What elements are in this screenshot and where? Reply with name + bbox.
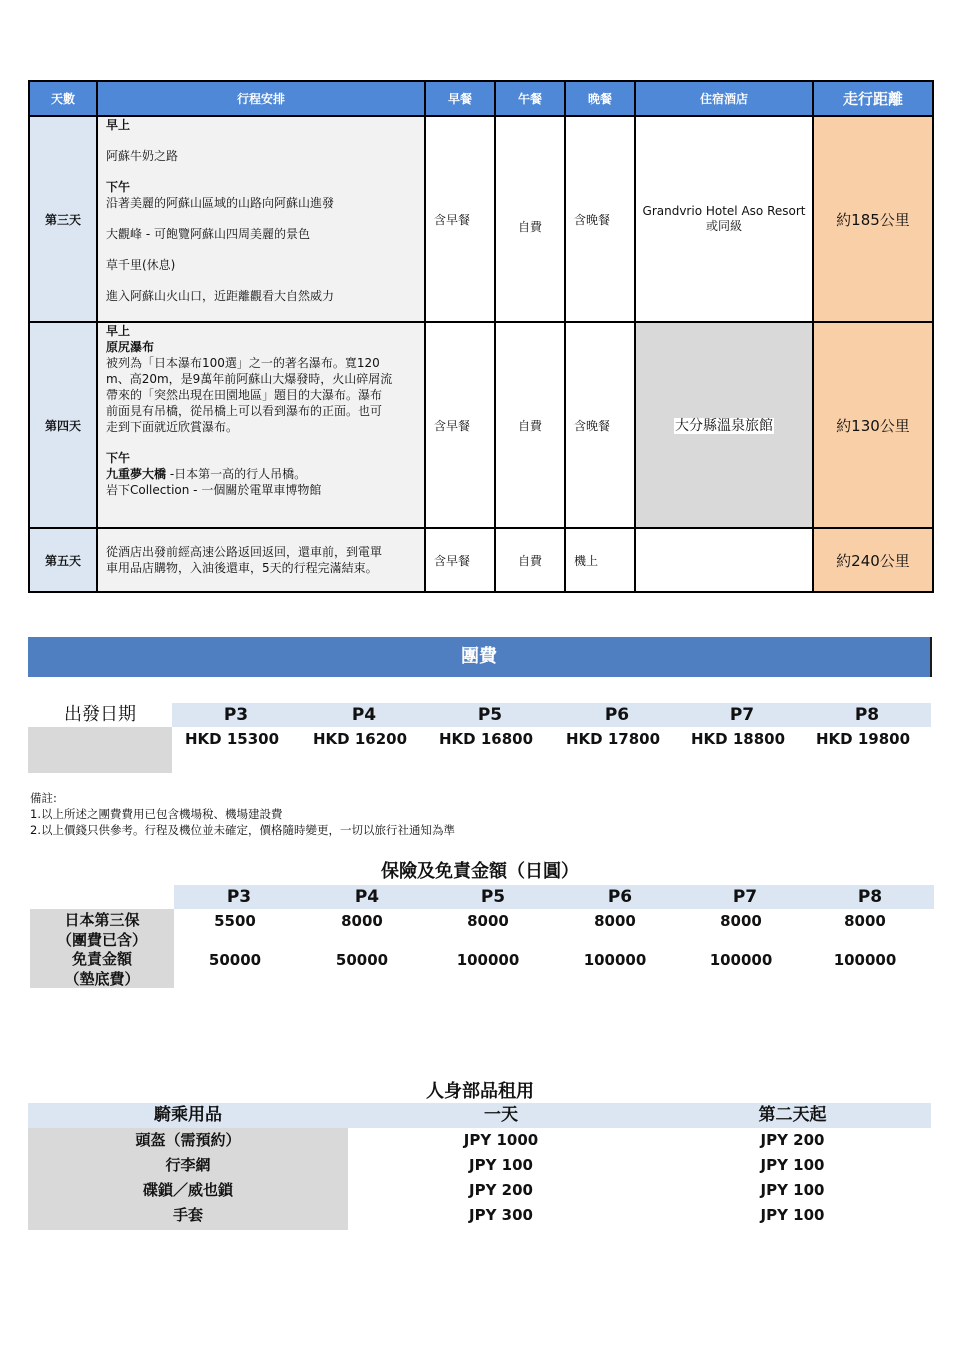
dinner-cell: 機上 <box>565 528 635 592</box>
rental-day1: JPY 200 <box>469 1181 533 1199</box>
schedule-line: 下午 <box>106 451 131 465</box>
breakfast-cell: 含早餐 <box>425 528 495 592</box>
lunch-cell: 自費 <box>495 116 565 322</box>
ins-value: 100000 <box>456 951 520 969</box>
itinerary-header-row <box>29 81 933 116</box>
lunch-cell: 自費 <box>495 528 565 592</box>
rental-day2: JPY 100 <box>760 1206 825 1224</box>
rental-day1: JPY 1000 <box>463 1131 539 1149</box>
ins-value: 50000 <box>208 951 262 969</box>
ins-col-p4: P4 <box>354 887 380 907</box>
ins-col-p3: P3 <box>226 887 252 907</box>
notes-title: 備註: <box>30 791 57 805</box>
rental-row <box>28 1178 931 1203</box>
insurance-row2-label <box>30 950 174 989</box>
fee-notes <box>30 790 910 838</box>
hotel-cell <box>635 528 813 592</box>
ins-value: 8000 <box>594 912 636 930</box>
insurance-row1-label <box>30 911 174 950</box>
hotel-alt: 或同級 <box>705 219 742 233</box>
schedule-line: 阿蘇牛奶之路 <box>106 149 179 163</box>
ins-col-p6: P6 <box>607 887 633 907</box>
rental-row <box>28 1128 931 1153</box>
ins-value: 50000 <box>335 951 389 969</box>
schedule-line: 帶來的「突然出現在田園地區」題目的大瀑布。瀑布 <box>106 388 383 402</box>
ins-value: 5500 <box>214 912 256 930</box>
fee-col-p4: P4 <box>351 705 377 725</box>
fee-price-p6: HKD 17800 <box>565 730 661 748</box>
fee-col-p5: P5 <box>477 705 503 725</box>
label-line: 日本第三保 <box>64 911 140 929</box>
note-line: 1.以上所述之團費費用已包含機場稅、機場建設費 <box>30 807 283 821</box>
itinerary-table <box>28 80 934 593</box>
day-label: 第三天 <box>29 116 97 322</box>
header-dinner: 晚餐 <box>565 81 635 116</box>
departure-date-cell <box>28 727 172 773</box>
schedule-line: 從酒店出發前經高速公路返回返回，還車前，到電單 <box>106 545 383 559</box>
schedule-line: m、高20m，是9萬年前阿蘇山大爆發時，火山碎屑流 <box>106 372 393 386</box>
fee-col-p8: P8 <box>854 705 880 725</box>
day-label: 第五天 <box>29 528 97 592</box>
rental-item: 碟鎖／威也鎖 <box>142 1181 233 1199</box>
fee-price-p5: HKD 16800 <box>438 730 534 748</box>
distance-cell: 約240公里 <box>813 528 933 592</box>
schedule-line: 被列為「日本瀑布100選」之一的著名瀑布。寬120 <box>106 356 380 370</box>
fee-price-p8: HKD 19800 <box>815 730 911 748</box>
schedule-line: 沿著美麗的阿蘇山區域的山路向阿蘇山進發 <box>106 196 335 210</box>
schedule-line: 走到下面就近欣賞瀑布。 <box>106 420 239 434</box>
insurance-title: 保險及免責金額（日圓） <box>381 861 579 882</box>
schedule-line: 早上 <box>106 118 131 132</box>
bridge-desc: -日本第一高的行人吊橋。 <box>166 467 307 481</box>
rental-title: 人身部品租用 <box>426 1081 534 1102</box>
schedule-line: 下午 <box>106 180 131 194</box>
ins-col-p5: P5 <box>480 887 506 907</box>
hotel-name: 大分縣溫泉旅館 <box>675 418 773 434</box>
schedule-line: 早上 <box>106 324 131 338</box>
fees-banner: 團費 <box>28 637 932 677</box>
rental-item: 手套 <box>172 1206 203 1224</box>
ins-col-p7: P7 <box>732 887 758 907</box>
fee-col-p7: P7 <box>729 705 755 725</box>
itinerary-row-day4 <box>29 322 933 528</box>
ins-value: 100000 <box>583 951 647 969</box>
fee-col-p6: P6 <box>604 705 630 725</box>
fee-price-p7: HKD 18800 <box>690 730 786 748</box>
rental-item: 行李網 <box>165 1156 211 1174</box>
distance-cell: 約185公里 <box>813 116 933 322</box>
ins-value: 8000 <box>720 912 762 930</box>
rental-day1: JPY 300 <box>469 1206 533 1224</box>
rental-day2: JPY 100 <box>760 1181 825 1199</box>
header-schedule: 行程安排 <box>97 81 425 116</box>
fee-col-p3: P3 <box>223 705 249 725</box>
ins-value: 8000 <box>341 912 383 930</box>
ins-value: 100000 <box>833 951 897 969</box>
schedule-cell <box>97 528 425 592</box>
schedule-line: 前面見有吊橋，從吊橋上可以看到瀑布的正面。也可 <box>106 404 383 418</box>
day-label: 第四天 <box>29 322 97 528</box>
fee-price-p4: HKD 16200 <box>312 730 408 748</box>
schedule-line: 草千里(休息) <box>106 258 176 272</box>
rental-col-day1: 一天 <box>484 1105 518 1125</box>
rental-col-day2: 第二天起 <box>758 1105 827 1125</box>
schedule-line: 大觀峰 - 可飽覽阿蘇山四周美麗的景色 <box>106 227 310 241</box>
hotel-cell <box>635 116 813 322</box>
schedule-cell <box>97 116 425 322</box>
bridge-name: 九重夢大橋 <box>106 467 167 481</box>
rental-item: 頭盔（需預約） <box>135 1131 241 1149</box>
itinerary-row-day3 <box>29 116 933 322</box>
lunch-cell: 自費 <box>495 322 565 528</box>
rental-row <box>28 1203 931 1228</box>
rental-row <box>28 1153 931 1178</box>
schedule-line: 車用品店購物，入油後還車，5天的行程完滿結束。 <box>106 561 378 575</box>
schedule-line: 進入阿蘇山火山口，近距離觀看大自然威力 <box>106 289 335 303</box>
rental-day2: JPY 100 <box>760 1156 825 1174</box>
note-line: 2.以上價錢只供參考。行程及機位並未確定，價格隨時變更，一切以旅行社通知為準 <box>30 823 455 837</box>
header-hotel: 住宿酒店 <box>635 81 813 116</box>
rental-col-item: 騎乘用品 <box>154 1105 222 1125</box>
schedule-line: 原尻瀑布 <box>106 340 155 354</box>
label-line: （團費已含） <box>56 930 147 949</box>
breakfast-cell: 含早餐 <box>425 116 495 322</box>
label-line: 免責金額 <box>71 950 132 968</box>
dinner-cell: 含晚餐 <box>565 322 635 528</box>
ins-col-p8: P8 <box>857 887 883 907</box>
schedule-line <box>106 466 416 482</box>
ins-value: 100000 <box>709 951 773 969</box>
dinner-cell: 含晚餐 <box>565 116 635 322</box>
hotel-cell <box>635 322 813 528</box>
distance-cell: 約130公里 <box>813 322 933 528</box>
rental-rows <box>28 1128 931 1228</box>
rental-day1: JPY 100 <box>469 1156 533 1174</box>
itinerary-row-day5 <box>29 528 933 592</box>
fee-price-p3: HKD 15300 <box>184 730 280 748</box>
schedule-cell <box>97 322 425 528</box>
hotel-name: Grandvrio Hotel Aso Resort <box>642 204 806 218</box>
header-breakfast: 早餐 <box>425 81 495 116</box>
rental-day2: JPY 200 <box>760 1131 825 1149</box>
ins-value: 8000 <box>844 912 886 930</box>
departure-date-label: 出發日期 <box>64 704 136 725</box>
header-lunch: 午餐 <box>495 81 565 116</box>
label-line: （墊底費） <box>64 969 140 988</box>
breakfast-cell: 含早餐 <box>425 322 495 528</box>
header-distance: 走行距離 <box>813 81 933 116</box>
header-day: 天數 <box>29 81 97 116</box>
ins-value: 8000 <box>467 912 509 930</box>
schedule-line: 岩下Collection - 一個關於電單車博物館 <box>106 483 322 497</box>
